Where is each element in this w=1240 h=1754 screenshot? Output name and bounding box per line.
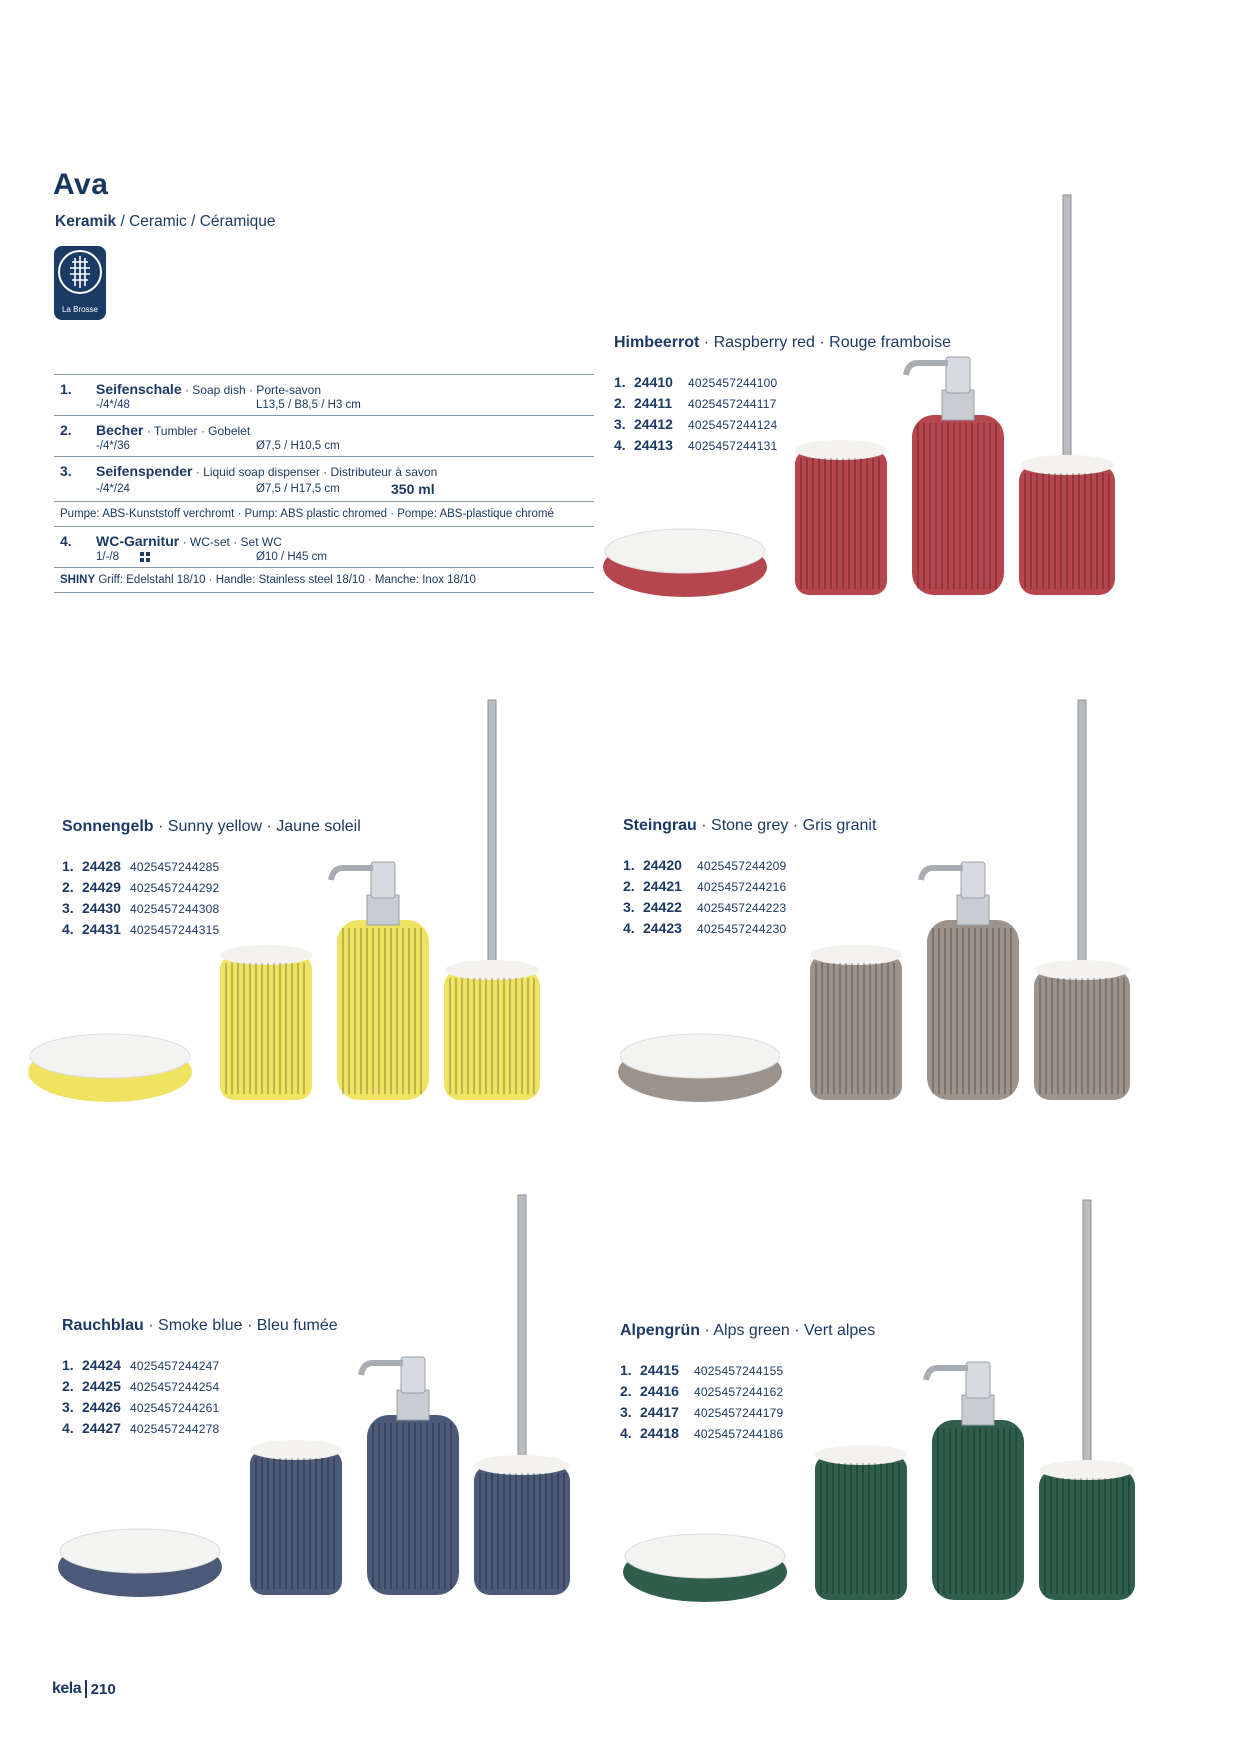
ean-code: 4025457244179 bbox=[694, 1406, 784, 1420]
soap-dispenser-illustration bbox=[331, 862, 429, 1100]
code-num: 4. bbox=[614, 437, 626, 453]
ean-code: 4025457244100 bbox=[688, 376, 778, 390]
ean-code: 4025457244223 bbox=[697, 901, 787, 915]
pump-note: Pumpe: ABS-Kunststoff verchromt · Pump: ABS plastic chromed · Pompe: ABS-plastique chromé bbox=[60, 508, 554, 520]
soap-dispenser-illustration bbox=[906, 357, 1004, 595]
article-number: 24429 bbox=[82, 879, 121, 895]
article-number: 24421 bbox=[643, 878, 682, 894]
variant-name-de: Steingrau bbox=[623, 817, 697, 834]
spec-translation: · Soap dish · Porte-savon bbox=[181, 383, 322, 397]
ean-code: 4025457244254 bbox=[130, 1380, 220, 1394]
spec-translation: · WC-set · Set WC bbox=[179, 535, 282, 549]
spec-num: 1. bbox=[60, 381, 72, 397]
la-brosse-badge bbox=[54, 246, 106, 320]
code-num: 4. bbox=[62, 921, 74, 937]
footer-divider bbox=[85, 1680, 87, 1698]
soap-dish-illustration bbox=[623, 1534, 787, 1602]
code-num: 2. bbox=[620, 1383, 632, 1399]
variant-name-de: Sonnengelb bbox=[62, 818, 154, 835]
code-num: 1. bbox=[62, 858, 74, 874]
tumbler-illustration bbox=[250, 1440, 342, 1595]
brush-icon bbox=[58, 250, 102, 294]
spec-packing-cell bbox=[96, 549, 256, 568]
ean-code: 4025457244292 bbox=[130, 881, 220, 895]
spec-name: Seifenschale bbox=[96, 381, 182, 397]
spec-packing: 1/-/8 bbox=[96, 551, 120, 563]
spec-row bbox=[54, 527, 594, 549]
spec-packing: -/4*/24 bbox=[96, 483, 130, 495]
variant-name-translations: · Alps green · Vert alpes bbox=[700, 1322, 876, 1339]
variant-name-translations: · Raspberry red · Rouge framboise bbox=[699, 334, 952, 351]
spec-volume: 350 ml bbox=[391, 481, 435, 497]
ean-code: 4025457244278 bbox=[130, 1422, 220, 1436]
article-number: 24416 bbox=[640, 1383, 679, 1399]
code-num: 3. bbox=[62, 1399, 74, 1415]
soap-dish-illustration bbox=[58, 1529, 222, 1597]
article-number: 24422 bbox=[643, 899, 682, 915]
code-num: 3. bbox=[62, 900, 74, 916]
ean-code: 4025457244315 bbox=[130, 923, 220, 937]
product-photo-grey bbox=[615, 695, 1165, 1160]
shiny-note bbox=[54, 568, 594, 593]
soap-dish-illustration bbox=[618, 1034, 782, 1102]
spec-translation: · Tumbler · Gobelet bbox=[143, 424, 251, 438]
page-number: 210 bbox=[90, 1680, 116, 1698]
spec-num: 3. bbox=[60, 463, 72, 479]
ean-code: 4025457244261 bbox=[130, 1401, 220, 1415]
article-number: 24417 bbox=[640, 1404, 679, 1420]
article-number: 24412 bbox=[634, 416, 673, 432]
toilet-brush-illustration bbox=[1019, 195, 1115, 595]
code-num: 3. bbox=[620, 1404, 632, 1420]
variant-name-de: Himbeerrot bbox=[614, 334, 700, 351]
material-de: Keramik bbox=[55, 213, 117, 230]
spec-num: 4. bbox=[60, 533, 72, 549]
article-number: 24415 bbox=[640, 1362, 679, 1378]
spec-row bbox=[54, 416, 594, 438]
ean-code: 4025457244186 bbox=[694, 1427, 784, 1441]
kela-logo: kela bbox=[52, 1680, 82, 1697]
spec-dims: L13,5 / B8,5 / H3 cm bbox=[256, 399, 361, 411]
ean-code: 4025457244216 bbox=[697, 880, 787, 894]
soap-dispenser-illustration bbox=[361, 1357, 459, 1595]
spec-dims: Ø7,5 / H10,5 cm bbox=[256, 440, 340, 452]
ean-code: 4025457244209 bbox=[697, 859, 787, 873]
ean-code: 4025457244230 bbox=[697, 922, 787, 936]
ean-code: 4025457244131 bbox=[688, 439, 778, 453]
article-number: 24424 bbox=[82, 1357, 121, 1373]
soap-dish-illustration bbox=[603, 529, 767, 597]
product-photo-green bbox=[620, 1200, 1170, 1660]
material-line bbox=[55, 213, 276, 231]
spec-name: WC-Garnitur bbox=[96, 533, 180, 549]
ean-code: 4025457244247 bbox=[130, 1359, 220, 1373]
spec-packing: -/4*/36 bbox=[96, 440, 130, 452]
article-number: 24420 bbox=[643, 857, 682, 873]
toilet-brush-illustration bbox=[444, 700, 540, 1100]
ean-code: 4025457244308 bbox=[130, 902, 220, 916]
product-photo-raspberry bbox=[600, 175, 1140, 655]
article-number: 24430 bbox=[82, 900, 121, 916]
code-num: 2. bbox=[614, 395, 626, 411]
tumbler-illustration bbox=[795, 440, 887, 595]
article-number: 24411 bbox=[634, 395, 673, 411]
shiny-label: SHINY bbox=[60, 574, 96, 586]
code-num: 1. bbox=[614, 374, 626, 390]
code-num: 2. bbox=[623, 878, 635, 894]
article-number: 24423 bbox=[643, 920, 682, 936]
toilet-brush-illustration bbox=[1034, 700, 1130, 1100]
variant-name-de: Rauchblau bbox=[62, 1317, 144, 1334]
article-number: 24413 bbox=[634, 437, 673, 453]
code-num: 1. bbox=[623, 857, 635, 873]
tumbler-illustration bbox=[815, 1445, 907, 1600]
product-photo-blue bbox=[55, 1190, 605, 1655]
code-num: 2. bbox=[62, 879, 74, 895]
badge-label: La Brosse bbox=[61, 305, 99, 314]
article-number: 24427 bbox=[82, 1420, 121, 1436]
code-num: 1. bbox=[620, 1362, 632, 1378]
variant-name-translations: · Sunny yellow · Jaune soleil bbox=[153, 818, 361, 835]
article-number: 24431 bbox=[82, 921, 121, 937]
soap-dish-illustration bbox=[28, 1034, 192, 1102]
variant-name-translations: · Stone grey · Gris granit bbox=[696, 817, 877, 834]
code-num: 2. bbox=[62, 1378, 74, 1394]
spec-row bbox=[54, 457, 594, 479]
variant-name-de: Alpengrün bbox=[620, 1322, 700, 1339]
spec-dims: Ø7,5 / H17,5 cm bbox=[256, 483, 340, 495]
page-footer bbox=[52, 1680, 116, 1698]
spec-packing: -/4*/48 bbox=[96, 399, 130, 411]
soap-dispenser-illustration bbox=[921, 862, 1019, 1100]
code-num: 4. bbox=[623, 920, 635, 936]
soap-dispenser-illustration bbox=[926, 1362, 1024, 1600]
code-num: 3. bbox=[623, 899, 635, 915]
code-num: 3. bbox=[614, 416, 626, 432]
tumbler-illustration bbox=[810, 945, 902, 1100]
spec-row bbox=[54, 375, 594, 397]
variant-name-translations: · Smoke blue · Bleu fumée bbox=[143, 1317, 338, 1334]
code-num: 1. bbox=[62, 1357, 74, 1373]
spec-table bbox=[54, 374, 594, 593]
shiny-text: Griff: Edelstahl 18/10 · Handle: Stainless steel 18/10 · Manche: Inox 18/10 bbox=[95, 574, 476, 586]
article-number: 24425 bbox=[82, 1378, 121, 1394]
code-num: 4. bbox=[620, 1425, 632, 1441]
product-title: Ava bbox=[53, 168, 109, 201]
ean-code: 4025457244155 bbox=[694, 1364, 784, 1378]
spec-translation: · Liquid soap dispenser · Distributeur à savon bbox=[192, 465, 438, 479]
article-number: 24418 bbox=[640, 1425, 679, 1441]
spec-name: Becher bbox=[96, 422, 144, 438]
toilet-brush-illustration bbox=[474, 1195, 570, 1595]
code-num: 4. bbox=[62, 1420, 74, 1436]
article-number: 24428 bbox=[82, 858, 121, 874]
toilet-brush-illustration bbox=[1039, 1200, 1135, 1600]
tumbler-illustration bbox=[220, 945, 312, 1100]
product-photo-yellow bbox=[25, 700, 575, 1160]
material-translations: / Ceramic / Céramique bbox=[116, 213, 276, 230]
ean-code: 4025457244285 bbox=[130, 860, 220, 874]
article-number: 24410 bbox=[634, 374, 673, 390]
ean-code: 4025457244124 bbox=[688, 418, 778, 432]
ean-code: 4025457244162 bbox=[694, 1385, 784, 1399]
spec-dims: Ø10 / H45 cm bbox=[256, 551, 327, 563]
pallet-icon bbox=[140, 552, 150, 562]
article-number: 24426 bbox=[82, 1399, 121, 1415]
ean-code: 4025457244117 bbox=[688, 397, 777, 411]
spec-name: Seifenspender bbox=[96, 463, 193, 479]
spec-num: 2. bbox=[60, 422, 72, 438]
